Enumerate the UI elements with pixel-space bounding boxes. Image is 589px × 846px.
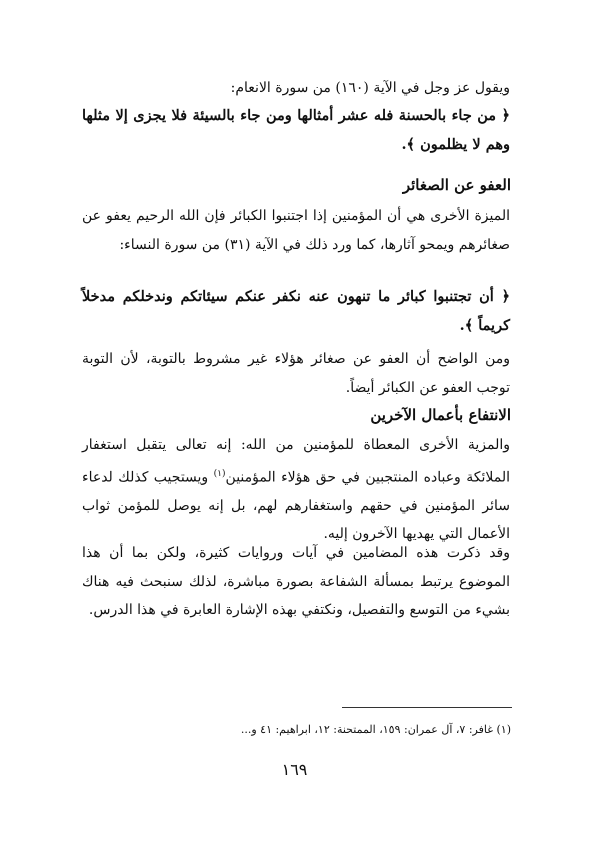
paragraph-intercession-part1: والمزية الأخرى المعطاة للمؤمنين من الله: إنه تعالى يتقبل استغفار الملائكة وعباده المنتجبين في حق هؤلاء المؤمنين [82, 437, 510, 486]
footnote-divider [342, 707, 512, 708]
footnote-reference: (١) [213, 468, 226, 479]
section-heading-benefit: الانتفاع بأعمال الآخرين [370, 406, 511, 424]
intro-line: ويقول عز وجل في الآية (١٦٠) من سورة الانعام: [230, 80, 510, 96]
page-number: ١٦٩ [281, 760, 308, 779]
section-heading-forgiveness: العفو عن الصغائر [402, 176, 511, 194]
paragraph-intercession-part2: ويستجيب كذلك لدعاء سائر المؤمنين في حقهم واستغفارهم لهم، بل إنه يوصل للمؤمن ثواب الأعمال التي يهديها الآخرون إليه. [82, 469, 510, 543]
footnote: (١) غافر: ٧، آل عمران: ١٥٩، الممتحنة: ١٢، ابراهيم: ٤١ و... [240, 723, 511, 736]
paragraph-shafaa: وقد ذكرت هذه المضامين في آيات وروايات كثيرة، ولكن بما أن هذا الموضوع يرتبط بمسألة الشفاعة بصورة مباشرة، لذلك سنبحث فيه هناك بشيء من التوسع والتفصيل، ونكتفي بهذه الإشارة العابرة في هذا الدرس. [82, 545, 511, 618]
verse-nisa-31: ﴿ أن تجتنبوا كبائر ما تنهون عنه نكفر عنكم سيئاتكم وندخلكم مدخلاً كريماً ﴾. [82, 288, 510, 334]
paragraph-minor-sins: الميزة الأخرى هي أن المؤمنين إذا اجتنبوا الكبائر فإن الله الرحيم يعفو عن صغائرهم ويمحو آثارها، كما ورد ذلك في الآية (٣١) من سورة النساء: [82, 208, 510, 253]
paragraph-intercession [82, 431, 510, 549]
verse-anam-160: ﴿ من جاء بالحسنة فله عشر أمثالها ومن جاء بالسيئة فلا يجزى إلا مثلها وهم لا يظلمون ﴾. [82, 107, 510, 153]
paragraph-repentance: ومن الواضح أن العفو عن صغائر هؤلاء غير مشروط بالتوبة، لأن التوبة توجب العفو عن الكبائر أيضاً. [82, 351, 510, 396]
